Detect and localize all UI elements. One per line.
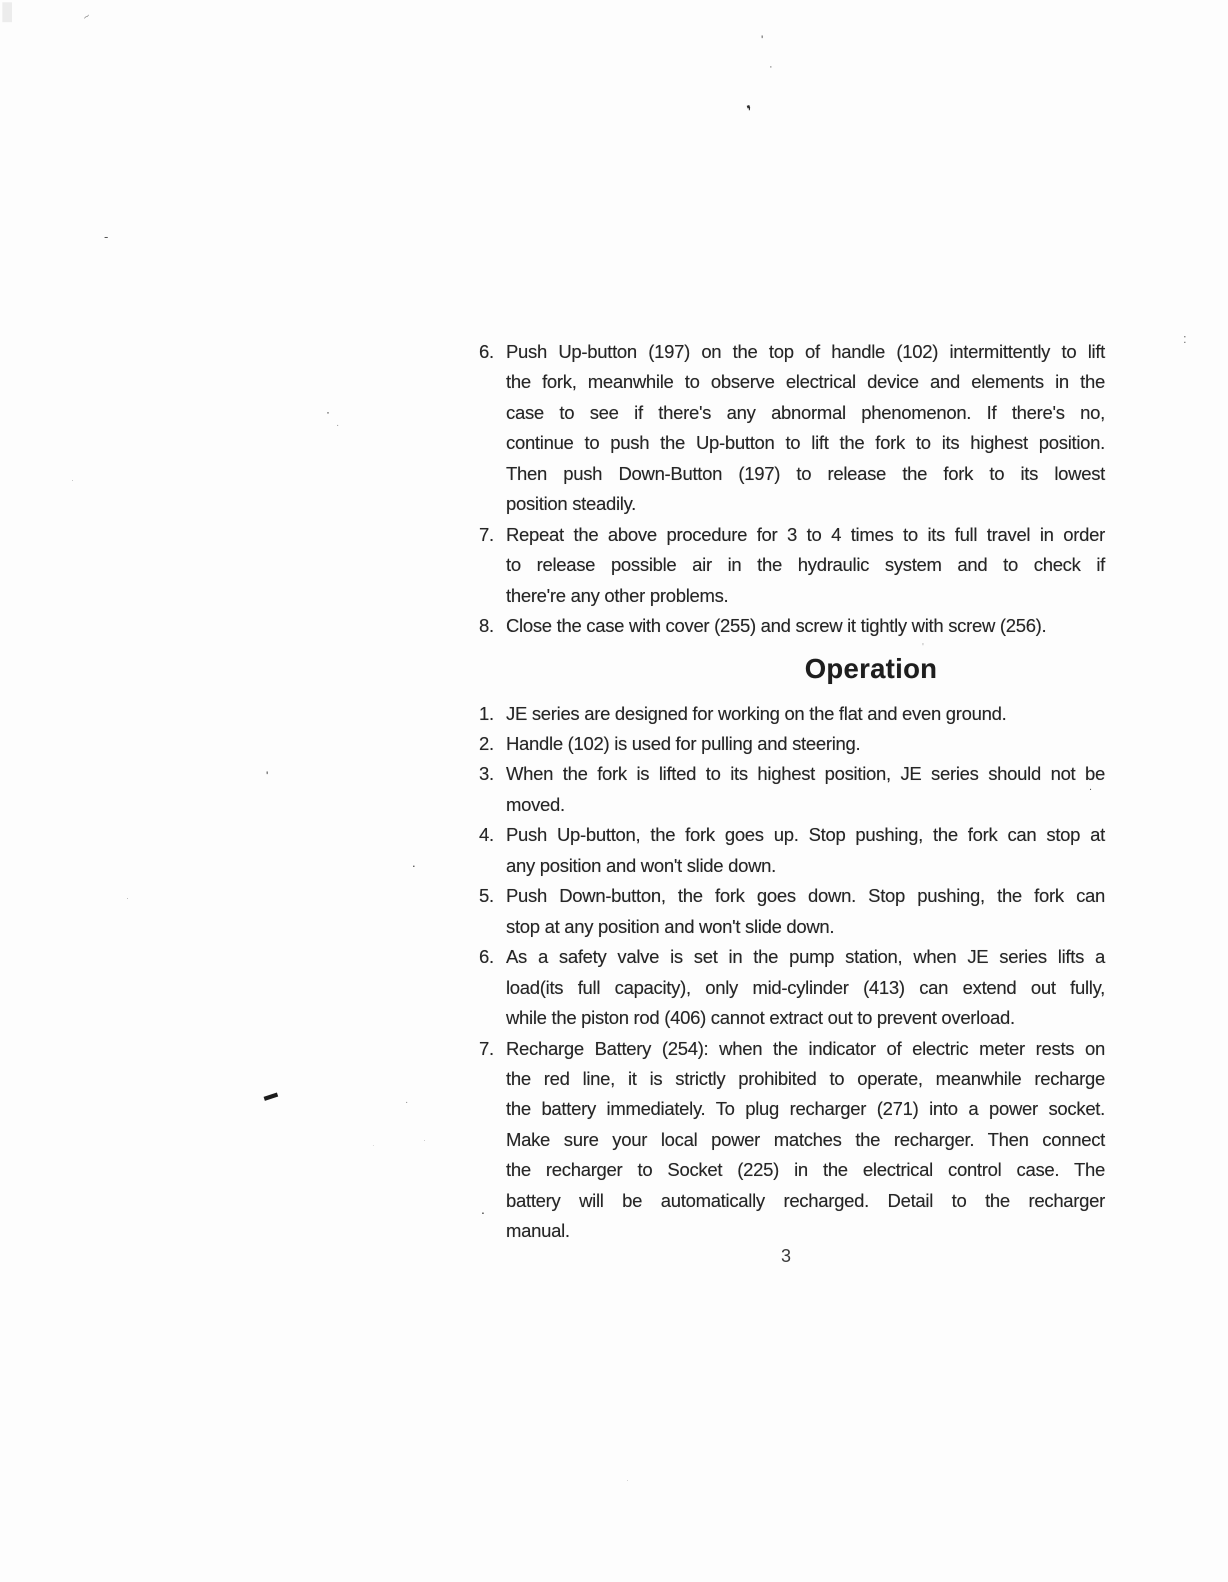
item-text [506, 520, 1105, 611]
scan-colon: : [1183, 331, 1187, 346]
item-number: 1. [479, 702, 494, 724]
scan-bold-tick: ▬ [260, 1084, 280, 1104]
scan-squiggle: ~ [80, 10, 94, 24]
item-number: 7. [479, 523, 494, 545]
scan-speck: · [126, 893, 129, 903]
item-number: 8. [479, 615, 494, 637]
text-line: manual. [506, 1220, 570, 1242]
scan-dot: · [405, 1097, 409, 1108]
text-line: As a safety valve is set in the pump station, when JE series lifts a [506, 946, 1105, 968]
scan-speck: · [326, 405, 330, 419]
scan-speck: · [71, 475, 74, 485]
item-text [506, 1034, 1105, 1247]
list-item [479, 820, 1105, 881]
list-item [479, 611, 1105, 641]
item-text [506, 881, 1105, 942]
text-line: Then push Down-Button (197) to release the fork to its lowest [506, 462, 1105, 484]
item-text [506, 759, 1105, 820]
item-number: 4. [479, 824, 494, 846]
pre-heading-list [479, 337, 1105, 642]
text-line: position steadily. [506, 493, 636, 515]
scan-speck: ' [922, 642, 924, 653]
operation-list [479, 699, 1105, 1247]
item-text [506, 699, 1105, 729]
text-line: while the piston rod (406) cannot extract out to prevent overload. [506, 1007, 1015, 1029]
page-number: 3 [781, 1246, 792, 1266]
document-body [479, 337, 1105, 1247]
scan-comma-mark: ❜ [745, 102, 756, 121]
scan-tick: ' [761, 33, 764, 47]
list-item [479, 729, 1105, 759]
item-number: 2. [479, 732, 494, 754]
text-line: the recharger to Socket (225) in the electrical control case. The [506, 1159, 1105, 1181]
text-line: moved. [506, 793, 565, 815]
list-item [479, 699, 1105, 729]
list-item [479, 337, 1105, 520]
text-line: the red line, it is strictly prohibited to operate, meanwhile recharge [506, 1067, 1105, 1089]
text-line: case to see if there's any abnormal phenomenon. If there's no, [506, 401, 1105, 423]
text-line: JE series are designed for working on the flat and even ground. [506, 702, 1007, 724]
text-line: When the fork is lifted to its highest position, JE series should not be [506, 763, 1105, 785]
scan-dot: . [412, 855, 416, 870]
scan-dash: - [104, 229, 109, 244]
text-line: Close the case with cover (255) and screw it tightly with screw (256). [506, 615, 1047, 637]
list-item [479, 1034, 1105, 1247]
text-line: Make sure your local power matches the recharger. Then connect [506, 1128, 1105, 1150]
text-line: Recharge Battery (254): when the indicator of electric meter rests on [506, 1037, 1105, 1059]
scan-period: . [481, 1201, 485, 1217]
text-line: any position and won't slide down. [506, 854, 776, 876]
scan-dot: . [1089, 781, 1093, 793]
item-number: 6. [479, 341, 494, 362]
item-text [506, 337, 1105, 520]
item-number: 7. [479, 1037, 494, 1059]
list-item [479, 520, 1105, 611]
section-heading: Operation [804, 652, 938, 684]
text-line: Handle (102) is used for pulling and steering. [506, 732, 861, 754]
item-number: 3. [479, 763, 494, 785]
item-text [506, 942, 1105, 1033]
item-text [506, 820, 1105, 881]
item-number: 5. [479, 885, 494, 907]
text-line: Push Down-button, the fork goes down. Stop pushing, the fork can [506, 885, 1105, 907]
text-line: continue to push the Up-button to lift the fork to its highest position. [506, 432, 1105, 454]
list-item [479, 759, 1105, 820]
scan-speck: · [423, 1135, 426, 1145]
text-line: load(its full capacity), only mid-cylinder (413) can extend out fully, [506, 976, 1105, 998]
text-line: the battery immediately. To plug recharger (271) into a power socket. [506, 1098, 1105, 1120]
item-text [506, 611, 1105, 641]
scan-tick: ' [266, 769, 269, 783]
item-number: 6. [479, 946, 494, 968]
list-item [479, 881, 1105, 942]
text-line: battery will be automatically recharged. Detail to the recharger [506, 1189, 1105, 1211]
text-line: Repeat the above procedure for 3 to 4 times to its full travel in order [506, 523, 1105, 545]
scan-corner-mark: ▮ [0, 0, 15, 25]
item-text [506, 729, 1105, 759]
scan-dot: · [769, 61, 773, 73]
text-line: Push Up-button, the fork goes up. Stop pushing, the fork can stop at [506, 824, 1105, 846]
text-line: stop at any position and won't slide down. [506, 915, 835, 937]
text-line: the fork, meanwhile to observe electrical device and elements in the [506, 371, 1105, 393]
list-item [479, 942, 1105, 1033]
text-line: Push Up-button (197) on the top of handle (102) intermittently to lift [506, 341, 1105, 362]
scan-speck: · [372, 1141, 375, 1150]
scan-speck: · [336, 420, 340, 431]
text-line: to release possible air in the hydraulic system and to check if [506, 554, 1105, 576]
scan-speck: · [626, 1475, 629, 1485]
text-line: there're any other problems. [506, 584, 729, 606]
